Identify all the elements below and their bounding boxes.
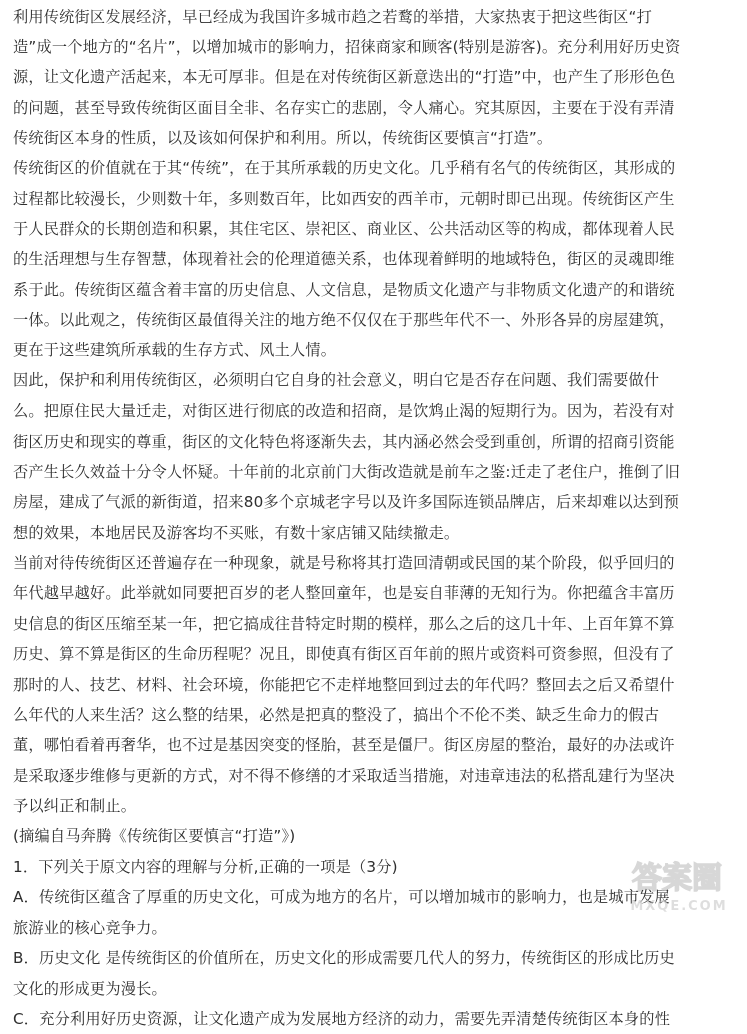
text-line: 当前对待传统街区还普遍存在一种现象，就是号称将其打造回清朝或民国的某个阶段，似乎回归的 (13, 554, 675, 572)
text-line: 旅游业的核心竞争力。 (13, 919, 167, 937)
text-line: 源，让文化遗产活起来，本无可厚非。但是在对传统街区新意迭出的“打造”中，也产生了形形色色 (13, 68, 676, 86)
text-line: 利用传统街区发展经济，早已经成为我国许多城市趋之若鹜的举措，大家热衷于把这些街区“打 (13, 8, 652, 26)
text-line: 传统街区本身的性质，以及该如何保护和利用。所以，传统街区要慎言“打造”。 (13, 129, 553, 147)
text-line: 想的效果，本地居民及游客均不买账，有数十家店铺又陆续撤走。 (13, 524, 460, 542)
text-line: 街区历史和现实的尊重，街区的文化特色将逐渐失去，其内涵必然会受到重创，所谓的招商引资能 (13, 433, 675, 451)
text-line: 历史、算不算是街区的生命历程呢？况且，即使真有街区百年前的照片或资料可资参照，但没有了 (13, 645, 675, 663)
text-line: 是采取逐步维修与更新的方式，对不得不修缮的才采取适当措施，对违章违法的私搭乱建行为坚决 (13, 767, 675, 785)
text-line: 一体。以此观之，传统街区最值得关注的地方绝不仅仅在于那些年代不一、外形各异的房屋建筑， (13, 311, 675, 329)
text-line: 的生活理想与生存智慧，体现着社会的伦理道德关系，也体现着鲜明的地域特色，街区的灵魂即维 (13, 250, 675, 268)
text-line: 的问题，甚至导致传统街区面目全非、名存实亡的悲剧，令人痛心。究其原因，主要在于没有弄清 (13, 99, 675, 117)
text-line: 文化的形成更为漫长。 (13, 980, 167, 998)
text-line: 传统街区的价值就在于其“传统”，在于其所承载的历史文化。几乎稍有名气的传统街区，其形成的 (13, 159, 676, 177)
text-line: 予以纠正和制止。 (13, 797, 137, 815)
text-line: 因此，保护和利用传统街区，必须明白它自身的社会意义，明白它是否存在问题、我们需要做什 (13, 371, 660, 389)
text-line: 造”成一个地方的“名片”，以增加城市的影响力，招徕商家和顾客(特别是游客)。充分利用好历史资 (13, 38, 681, 56)
watermark-title: 答案圈 (632, 861, 722, 896)
text-line: 那时的人、技艺、材料、社会环境，你能把它不走样地整回到过去的年代吗？整回去之后又希望什 (13, 676, 675, 694)
text-line: 否产生长久效益十分令人怀疑。十年前的北京前门大街改造就是前车之鉴:迁走了老住户，推倒了旧 (13, 463, 680, 481)
text-line: B．历史文化 是传统街区的价值所在，历史文化的形成需要几代人的努力，传统街区的形成比历史 (13, 949, 675, 967)
text-line: 董，哪怕看着再奢华，也不过是基因突变的怪胎，甚至是僵尸。街区房屋的整治，最好的办法或许 (13, 736, 675, 754)
text-line: C．充分利用好历史资源，让文化遗产成为发展地方经济的动力，需要先弄清楚传统街区本身的性 (13, 1010, 671, 1028)
text-line: 年代越早越好。此举就如同要把百岁的老人整回童年，也是妄自菲薄的无知行为。你把蕴含丰富历 (13, 584, 675, 602)
text-line: 过程都比较漫长，少则数十年，多则数百年，比如西安的西羊市，元朝时即已出现。传统街区产生 (13, 190, 675, 208)
text-line: A．传统街区蕴含了厚重的历史文化，可成为地方的名片，可以增加城市的影响力，也是城市发展 (13, 888, 670, 906)
text-line: 房屋，建成了气派的新街道，招来80多个京城老字号以及许多国际连锁品牌店，后来却难以达到预 (13, 493, 680, 511)
text-line: 么年代的人来生活？这么整的结果，必然是把真的整没了，搞出个不伦不类、缺乏生命力的假古 (13, 706, 660, 724)
text-line: 么。把原住民大量迁走，对街区进行彻底的改造和招商，是饮鸩止渴的短期行为。因为，若没有对 (13, 402, 675, 420)
text-line: 系于此。传统街区蕴含着丰富的历史信息、人文信息，是物质文化遗产与非物质文化遗产的和谐统 (13, 281, 675, 299)
text-line: 更在于这些建筑所承载的生存方式、风土人情。 (13, 341, 337, 359)
text-line: (摘编自马奔腾《传统街区要慎言“打造”》) (13, 827, 296, 845)
text-line: 1．下列关于原文内容的理解与分析,正确的一项是（3分) (13, 858, 398, 876)
text-line: 于人民群众的长期创造和积累，其住宅区、崇祀区、商业区、公共活动区等的构成，都体现着人民 (13, 220, 675, 238)
text-line: 史信息的街区压缩至某一年，把它搞成往昔特定时期的模样，那么之后的这几十年、上百年算不算 (13, 615, 675, 633)
watermark-domain: MXQE.COM (630, 899, 728, 914)
